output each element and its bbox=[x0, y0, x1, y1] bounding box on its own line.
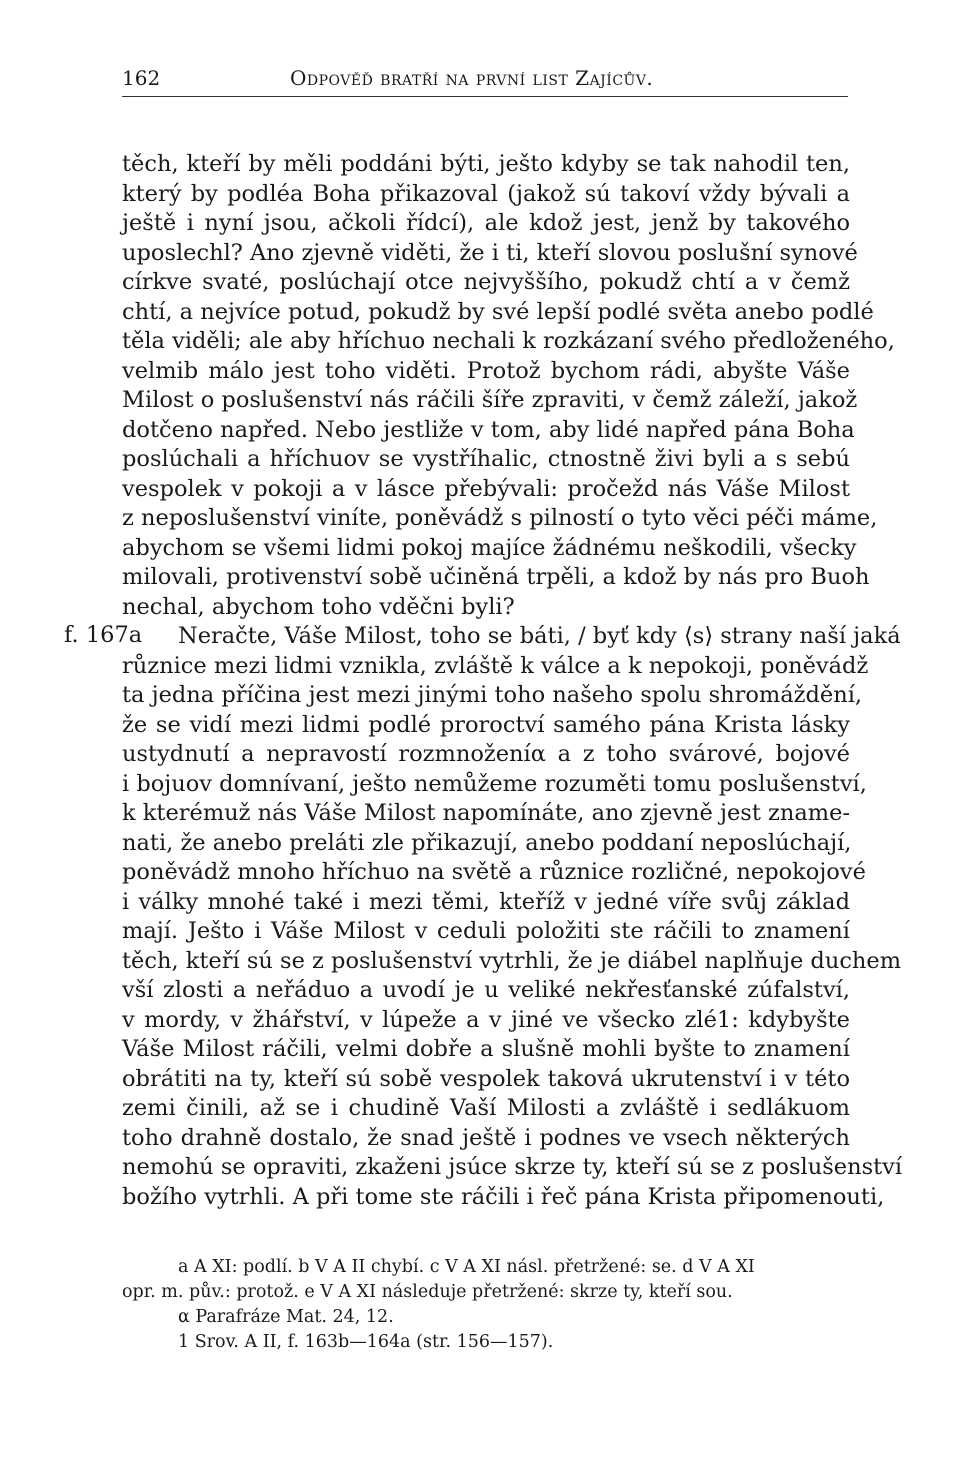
text-line: těch, kteří sú se z poslušenství vytrhli, že je diábel naplňuje duchem bbox=[122, 947, 902, 974]
running-title: Odpověď bratří na první list Zajícův. bbox=[290, 66, 654, 90]
text-line: obrátiti na ty, kteří sú sobě vespolek taková ukrutenství i v této bbox=[122, 1065, 850, 1092]
text-line: i bojuov domnívaní, ješto nemůžeme rozuměti tomu poslušenství, bbox=[122, 770, 867, 797]
text-line: poslúchali a hříchuov se vystříhalic, ctnostně živi byli a s sebú bbox=[122, 446, 850, 472]
text-line: církve svaté, poslúchají otce nejvyššího, pokudž chtí a v čemž bbox=[122, 269, 850, 295]
text-line: chtí, a nejvíce potud, pokudž by své lepší podlé světa anebo podlé bbox=[122, 298, 874, 325]
footnote-line: a A XI: podlí. b V A II chybí. c V A XI násl. přetržené: se. d V A XI bbox=[178, 1257, 755, 1277]
text-line: abychom se všemi lidmi pokoj majíce žádnému neškodili, všecky bbox=[122, 534, 857, 561]
text-line: uposlechl? Ano zjevně viděti, že i ti, kteří slovou poslušní synové bbox=[122, 239, 858, 266]
text-line: různice mezi lidmi vznikla, zvláště k válce a k nepokoji, poněvádž bbox=[122, 652, 869, 679]
text-line: ta jedna příčina jest mezi jinými toho našeho spolu shromáždění, bbox=[122, 682, 863, 708]
text-line: vší zlosti a neřáduo a uvodí je u veliké nekřesťanské zúfalství, bbox=[122, 977, 850, 1003]
footnote-line: opr. m. pův.: protož. e V A XI následuje přetržené: skrze ty, kteří sou. bbox=[122, 1282, 733, 1302]
text-line: Váše Milost ráčili, velmi dobře a slušně mohli byšte to znamení bbox=[122, 1036, 850, 1062]
text-line: nechal, abychom toho vděčni byli? bbox=[122, 593, 515, 620]
footnote-line: 1 Srov. A II, f. 163b—164a (str. 156—157). bbox=[178, 1332, 554, 1352]
footnotes bbox=[122, 1255, 850, 1355]
text-line: který by podléa Boha přikazoval (jakož sú takoví vždy bývali a bbox=[122, 180, 850, 207]
text-line: Neračte, Váše Milost, toho se báti, / byť kdy ⟨s⟩ strany naší jaká bbox=[178, 623, 901, 649]
text-line: dotčeno napřed. Nebo jestliže v tom, aby lidé napřed pána Boha bbox=[122, 416, 855, 443]
text-line: ještě i nyní jsou, ačkoli řídcí), ale kdož jest, jenž by takového bbox=[122, 210, 850, 236]
text-line: těla viděli; ale aby hříchuo nechali k rozkázaní svého předloženého, bbox=[122, 328, 895, 354]
text-line: z neposlušenství viníte, poněvádž s pilností o tyto věci péči máme, bbox=[122, 505, 878, 531]
text-line: mají. Ješto i Váše Milost v ceduli položiti ste ráčili to znamení bbox=[122, 918, 850, 944]
text-line: že se vidí mezi lidmi podlé proroctví samého pána Krista lásky bbox=[122, 711, 850, 738]
text-line: božího vytrhli. A při tome ste ráčili i řeč pána Krista připomenouti, bbox=[122, 1183, 885, 1210]
body-text bbox=[122, 150, 903, 1212]
text-line: nati, že anebo preláti zle přikazují, anebo poddaní neposlúchají, bbox=[122, 829, 852, 856]
page-header bbox=[122, 62, 848, 97]
folio-marginal-note: f. 167a bbox=[64, 622, 143, 648]
text-line: Milost o poslušenství nás ráčili šíře zpraviti, v čemž záleží, jakož bbox=[122, 387, 858, 413]
text-line: těch, kteří by měli poddáni býti, ješto kdyby se tak nahodil ten, bbox=[122, 151, 850, 177]
text-line: toho drahně dostalo, že snad ještě i podnes ve vsech některých bbox=[122, 1124, 850, 1151]
text-line: milovali, protivenství sobě učiněná trpěli, a kdož by nás pro Buoh bbox=[122, 564, 870, 590]
text-line: ustydnutí a nepravostí rozmnoženíα a z toho svárové, bojové bbox=[122, 741, 850, 767]
text-line: v mordy, v žhářství, v lúpeže a v jiné ve všecko zlé1: kdybyšte bbox=[122, 1006, 850, 1033]
page-number: 162 bbox=[122, 66, 161, 90]
text-line: i války mnohé také i mezi těmi, kteříž v jedné víře svůj základ bbox=[122, 888, 850, 915]
text-line: velmib málo jest toho viděti. Protož bychom rádi, abyšte Váše bbox=[122, 357, 850, 384]
text-line: k kterémuž nás Váše Milost napomínáte, ano zjevně jest zname- bbox=[122, 800, 851, 826]
text-line: poněvádž mnoho hříchuo na světě a různice rozličné, nepokojové bbox=[122, 859, 866, 885]
text-line: zemi činili, až se i chudině Vaší Milosti a zvláště i sedlákuom bbox=[122, 1095, 850, 1121]
text-line: vespolek v pokoji a v lásce přebývali: pročežd nás Váše Milost bbox=[122, 475, 850, 502]
footnote-line: α Parafráze Mat. 24, 12. bbox=[178, 1307, 394, 1327]
text-line: nemohú se opraviti, zkaženi jsúce skrze ty, kteří sú se z poslušenství bbox=[122, 1154, 903, 1180]
